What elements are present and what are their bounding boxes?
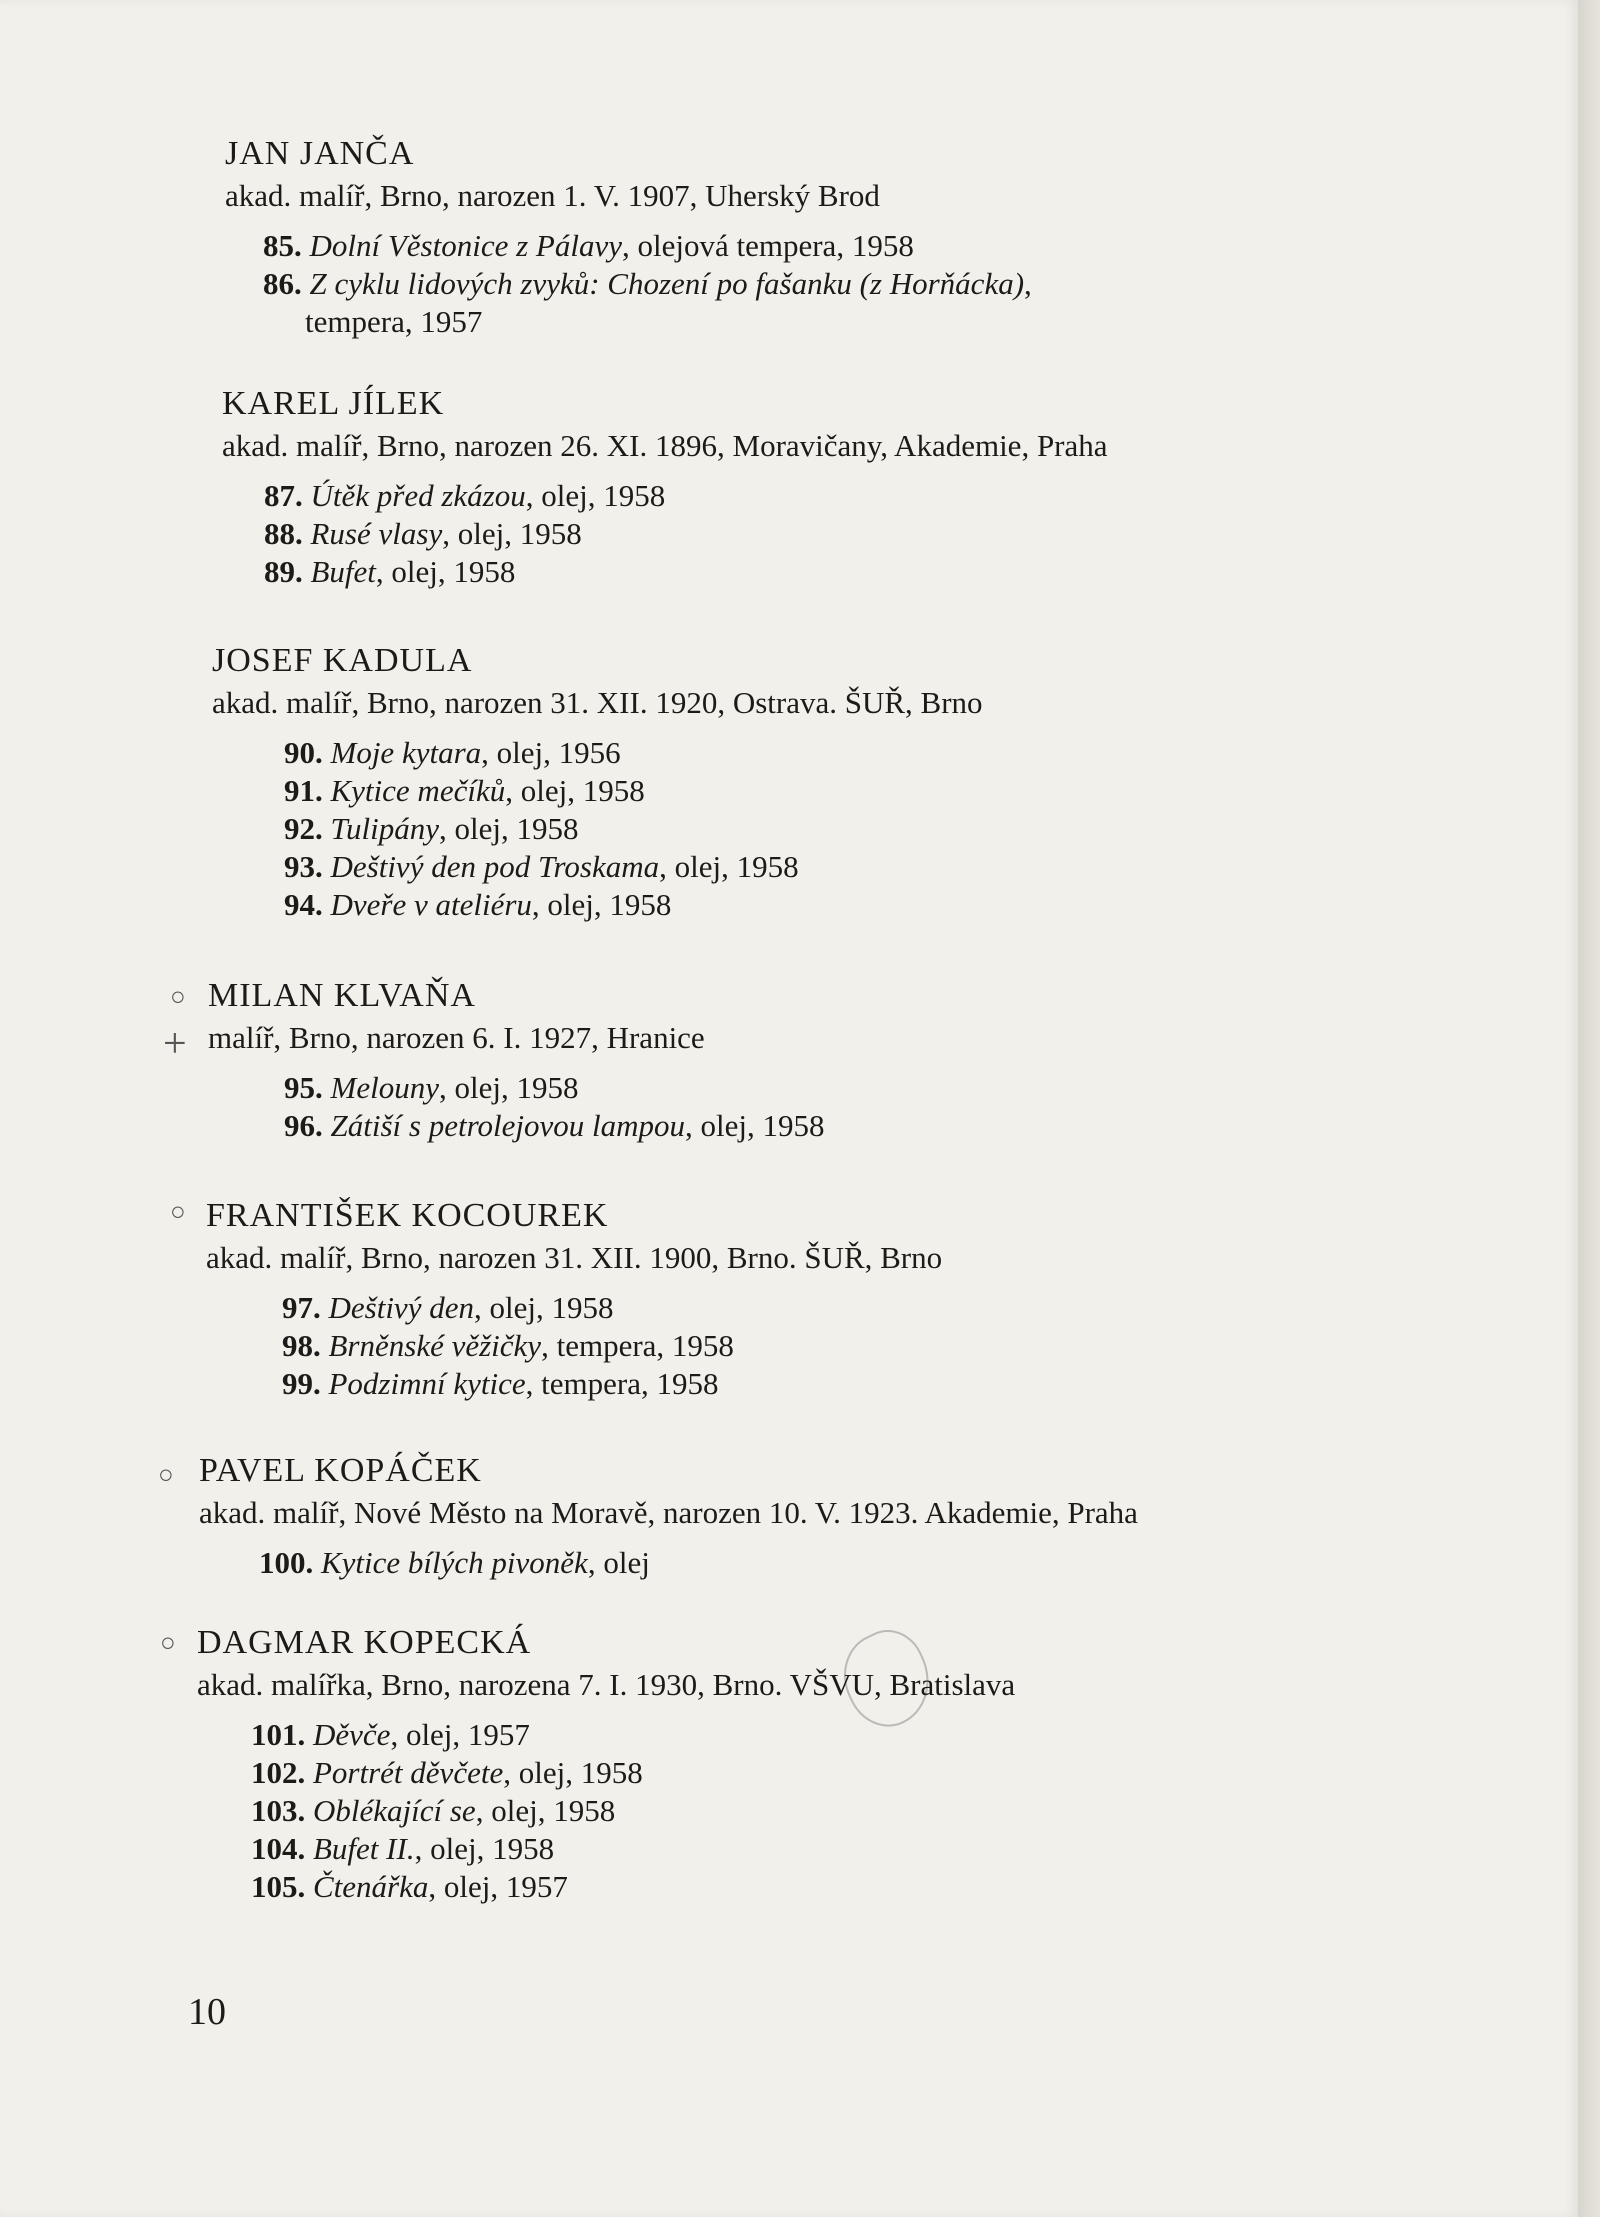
work-item: 99. Podzimní kytice, tempera, 1958 [282, 1366, 719, 1401]
work-item: 98. Brněnské věžičky, tempera, 1958 [282, 1328, 734, 1363]
page-edge [1578, 0, 1600, 2217]
artist-name: KAREL JÍLEK [222, 385, 445, 422]
work-item: 100. Kytice bílých pivoněk, olej [259, 1545, 650, 1580]
artist-entry [197, 1622, 1015, 1906]
work-item: 105. Čtenářka, olej, 1957 [251, 1869, 568, 1904]
artist-entry [206, 1195, 942, 1403]
handwritten-circle-mark: ○ [170, 1197, 186, 1226]
work-item: 95. Melouny, olej, 1958 [284, 1070, 579, 1105]
work-item: 96. Zátiší s petrolejovou lampou, olej, 1958 [284, 1108, 825, 1143]
handwritten-cross-mark: + [163, 1021, 187, 1067]
artist-description: akad. malíř, Brno, narozen 31. XII. 1920, Ostrava. ŠUŘ, Brno [212, 685, 983, 720]
work-item: 88. Rusé vlasy, olej, 1958 [264, 516, 582, 551]
artist-description: malíř, Brno, narozen 6. I. 1927, Hranice [208, 1020, 705, 1055]
artist-name: JOSEF KADULA [212, 642, 473, 679]
artist-name: JAN JANČA [225, 135, 415, 172]
artist-entry [212, 640, 983, 924]
page-number: 10 [188, 1991, 226, 2033]
work-item: 93. Deštivý den pod Troskama, olej, 1958 [284, 849, 799, 884]
artist-name: PAVEL KOPÁČEK [199, 1452, 482, 1489]
work-item: 86. Z cyklu lidových zvyků: Chození po fašanku (z Horňácka), tempera, 1957 [263, 266, 1032, 339]
handwritten-circle-mark: ○ [158, 1460, 174, 1489]
artist-description: akad. malíř, Brno, narozen 1. V. 1907, Uherský Brod [225, 178, 880, 213]
artist-name: DAGMAR KOPECKÁ [197, 1624, 532, 1661]
artist-name: FRANTIŠEK KOCOUREK [206, 1197, 609, 1234]
work-item: 91. Kytice mečíků, olej, 1958 [284, 773, 645, 808]
work-item: 102. Portrét děvčete, olej, 1958 [251, 1755, 643, 1790]
work-item: 85. Dolní Věstonice z Pálavy, olejová tempera, 1958 [263, 228, 914, 263]
artist-entry [208, 975, 825, 1145]
work-item: 92. Tulipány, olej, 1958 [284, 811, 579, 846]
artist-entry [199, 1450, 1138, 1582]
artist-entry [225, 133, 1032, 341]
artist-description: akad. malíř, Brno, narozen 26. XI. 1896, Moravičany, Akademie, Praha [222, 428, 1108, 463]
artist-description: akad. malíř, Nové Město na Moravě, narozen 10. V. 1923. Akademie, Praha [199, 1495, 1138, 1530]
work-item: 94. Dveře v ateliéru, olej, 1958 [284, 887, 672, 922]
work-item: 104. Bufet II., olej, 1958 [251, 1831, 555, 1866]
artist-description: akad. malíř, Brno, narozen 31. XII. 1900, Brno. ŠUŘ, Brno [206, 1240, 943, 1275]
artist-description: akad. malířka, Brno, narozena 7. I. 1930, Brno. VŠVU, Bratislava [197, 1667, 1016, 1702]
handwritten-circle-mark: ○ [160, 1628, 176, 1657]
artist-entry [222, 383, 1108, 591]
work-item: 101. Děvče, olej, 1957 [251, 1717, 530, 1752]
work-item: 89. Bufet, olej, 1958 [264, 554, 516, 589]
work-item: 90. Moje kytara, olej, 1956 [284, 735, 621, 770]
work-item: 97. Deštivý den, olej, 1958 [282, 1290, 614, 1325]
work-item: 87. Útěk před zkázou, olej, 1958 [264, 478, 666, 513]
artist-name: MILAN KLVAŇA [208, 977, 476, 1014]
work-item: 103. Oblékající se, olej, 1958 [251, 1793, 616, 1828]
handwritten-circle-mark: ○ [170, 982, 186, 1011]
